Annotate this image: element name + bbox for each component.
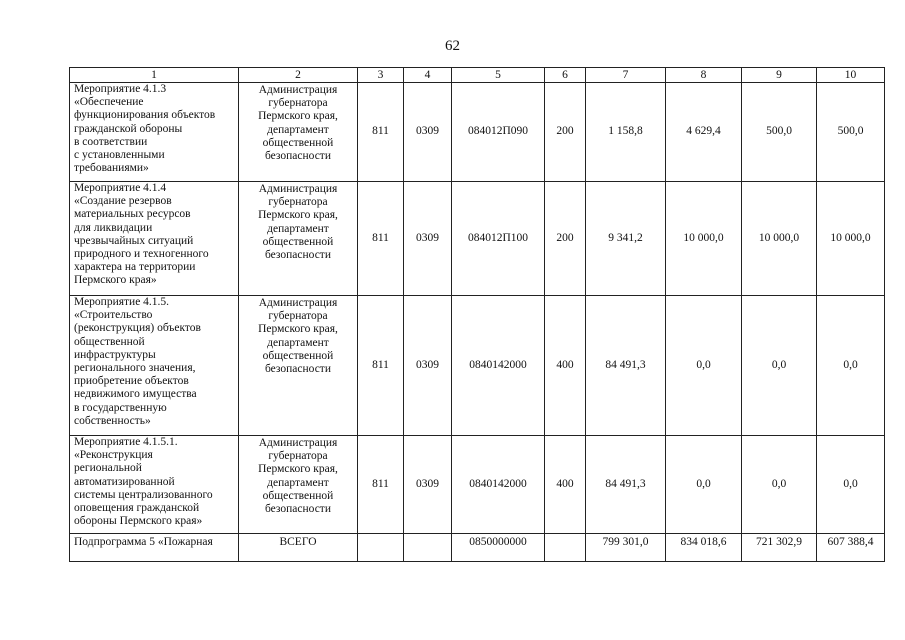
total-label: ВСЕГО	[239, 534, 358, 562]
executor-cell: Администрация губернатора Пермского края, департамент общественной безопасности	[239, 296, 358, 436]
column-header: 6	[545, 68, 586, 83]
activity-name: Мероприятие 4.1.5. «Строительство (реконструкция) объектов общественной инфраструктуры регионального значения, приобретение объектов недвижимого имущества в государственную собственность»	[70, 296, 239, 436]
amount-cell: 799 301,0	[586, 534, 666, 562]
csr-cell: 0850000000	[452, 534, 545, 562]
table-row	[70, 182, 885, 296]
amount-cell: 9 341,2	[586, 182, 666, 296]
amount-cell: 0,0	[817, 296, 885, 436]
rzpr-cell	[404, 534, 452, 562]
amount-cell: 500,0	[742, 83, 817, 182]
vr-cell: 200	[545, 182, 586, 296]
column-header: 10	[817, 68, 885, 83]
subprogram-name: Подпрограмма 5 «Пожарная	[70, 534, 239, 562]
amount-cell: 10 000,0	[666, 182, 742, 296]
csr-cell: 0840142000	[452, 436, 545, 534]
amount-cell: 84 491,3	[586, 296, 666, 436]
amount-cell: 10 000,0	[742, 182, 817, 296]
table-row	[70, 534, 885, 562]
amount-cell: 1 158,8	[586, 83, 666, 182]
activity-name: Мероприятие 4.1.4 «Создание резервов материальных ресурсов для ликвидации чрезвычайных ситуаций природного и техногенного характера на территории Пермского края»	[70, 182, 239, 296]
grbs-cell: 811	[358, 83, 404, 182]
csr-cell: 0840142000	[452, 296, 545, 436]
vr-cell: 400	[545, 296, 586, 436]
executor-cell: Администрация губернатора Пермского края, департамент общественной безопасности	[239, 182, 358, 296]
table-row	[70, 296, 885, 436]
column-header: 7	[586, 68, 666, 83]
amount-cell: 84 491,3	[586, 436, 666, 534]
amount-cell: 10 000,0	[817, 182, 885, 296]
activity-name: Мероприятие 4.1.3 «Обеспечение функционирования объектов гражданской обороны в соответствии с установленными требованиями»	[70, 83, 239, 182]
grbs-cell: 811	[358, 296, 404, 436]
amount-cell: 834 018,6	[666, 534, 742, 562]
page-number: 62	[445, 38, 460, 54]
table-row	[70, 436, 885, 534]
vr-cell	[545, 534, 586, 562]
amount-cell: 721 302,9	[742, 534, 817, 562]
table-header-row	[70, 68, 885, 83]
budget-table	[69, 67, 885, 562]
column-header: 4	[404, 68, 452, 83]
column-header: 9	[742, 68, 817, 83]
column-header: 1	[70, 68, 239, 83]
vr-cell: 400	[545, 436, 586, 534]
amount-cell: 0,0	[817, 436, 885, 534]
rzpr-cell: 0309	[404, 83, 452, 182]
executor-cell: Администрация губернатора Пермского края, департамент общественной безопасности	[239, 436, 358, 534]
column-header: 3	[358, 68, 404, 83]
column-header: 5	[452, 68, 545, 83]
csr-cell: 084012П090	[452, 83, 545, 182]
grbs-cell: 811	[358, 436, 404, 534]
grbs-cell: 811	[358, 182, 404, 296]
executor-cell: Администрация губернатора Пермского края, департамент общественной безопасности	[239, 83, 358, 182]
amount-cell: 4 629,4	[666, 83, 742, 182]
activity-name: Мероприятие 4.1.5.1. «Реконструкция региональной автоматизированной системы централизованного оповещения гражданской обороны Пермского края»	[70, 436, 239, 534]
column-header: 2	[239, 68, 358, 83]
csr-cell: 084012П100	[452, 182, 545, 296]
amount-cell: 0,0	[666, 296, 742, 436]
column-header: 8	[666, 68, 742, 83]
table-row	[70, 83, 885, 182]
amount-cell: 607 388,4	[817, 534, 885, 562]
grbs-cell	[358, 534, 404, 562]
rzpr-cell: 0309	[404, 182, 452, 296]
amount-cell: 0,0	[742, 296, 817, 436]
amount-cell: 0,0	[742, 436, 817, 534]
rzpr-cell: 0309	[404, 436, 452, 534]
amount-cell: 500,0	[817, 83, 885, 182]
vr-cell: 200	[545, 83, 586, 182]
rzpr-cell: 0309	[404, 296, 452, 436]
amount-cell: 0,0	[666, 436, 742, 534]
